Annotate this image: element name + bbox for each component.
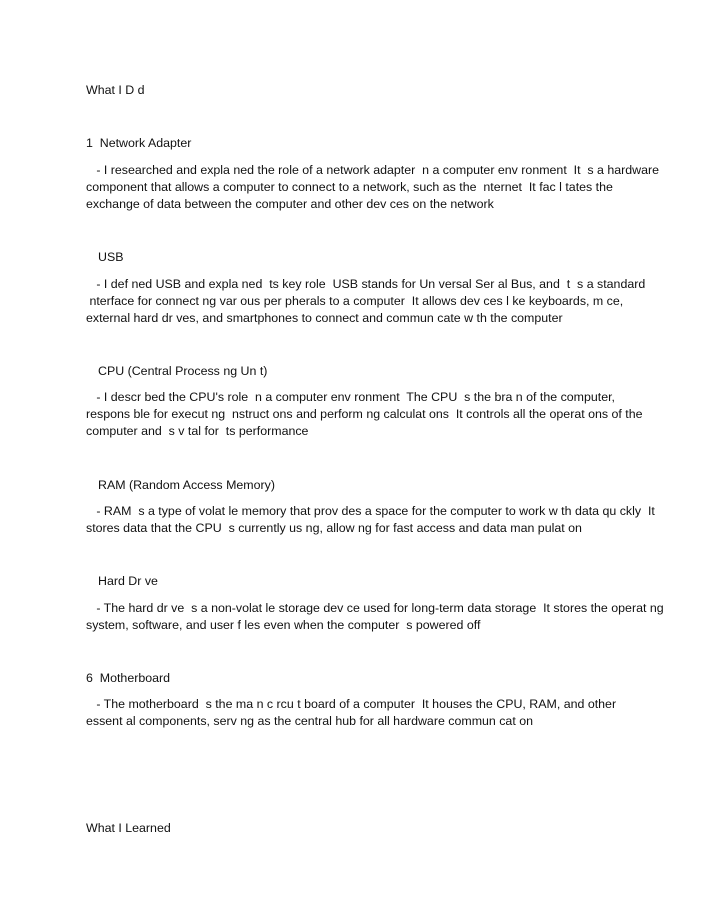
section-line: - RAM s a type of volat le memory that prov des a space for the computer to work w th data qu ckly It	[86, 504, 655, 518]
section-line: exchange of data between the computer and other dev ces on the network	[86, 197, 494, 211]
section-line: respons ble for execut ng nstruct ons and perform ng calculat ons It controls all the operat ons of the	[86, 407, 643, 421]
section-line: - The motherboard s the ma n c rcu t board of a computer It houses the CPU, RAM, and other	[86, 697, 617, 711]
section-line: - I def ned USB and expla ned ts key role USB stands for Un versal Ser al Bus, and t s a standard	[86, 277, 646, 291]
section-title-motherboard: 6 Motherboard	[86, 671, 171, 685]
section-title-hard-drive: Hard Dr ve	[98, 574, 158, 588]
section-line: stores data that the CPU s currently us ng, allow ng for fast access and data man pulat on	[86, 521, 582, 535]
section-line: external hard dr ves, and smartphones to connect and commun cate w th the computer	[86, 311, 563, 325]
heading-what-i-learned: What I Learned	[86, 821, 171, 835]
heading-what-i-did: What I D d	[86, 83, 145, 97]
section-line: computer and s v tal for ts performance	[86, 424, 309, 438]
section-line: - The hard dr ve s a non-volat le storage dev ce used for long-term data storage It stores the operat ng	[86, 601, 664, 615]
section-line: - I researched and expla ned the role of a network adapter n a computer env ronment It s a hardware	[86, 163, 660, 177]
section-line: component that allows a computer to connect to a network, such as the nternet It fac l tates the	[86, 180, 613, 194]
section-line: nterface for connect ng var ous per pherals to a computer It allows dev ces l ke keyboards, m ce,	[86, 294, 624, 308]
section-title-ram: RAM (Random Access Memory)	[98, 478, 275, 492]
section-line: essent al components, serv ng as the central hub for all hardware commun cat on	[86, 714, 533, 728]
section-title-network-adapter: 1 Network Adapter	[86, 136, 192, 150]
section-title-cpu: CPU (Central Process ng Un t)	[98, 364, 268, 378]
section-line: system, software, and user f les even when the computer s powered off	[86, 618, 481, 632]
section-title-usb: USB	[98, 250, 124, 264]
section-line: - I descr bed the CPU's role n a computer env ronment The CPU s the bra n of the computer,	[86, 390, 615, 404]
